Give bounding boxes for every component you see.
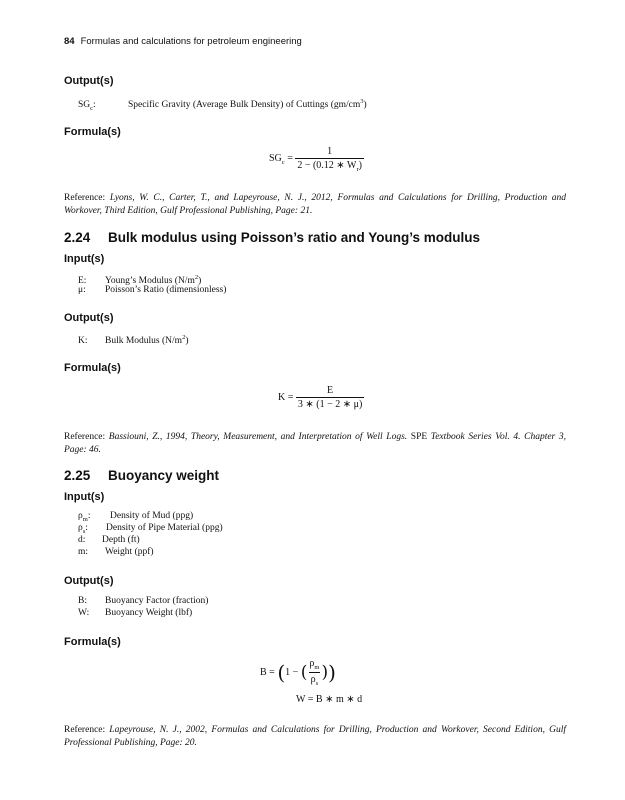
output-item-w: W: Buoyancy Weight (lbf) — [78, 608, 193, 618]
formula-k — [278, 385, 364, 410]
formula-b: B = (1 − ( $\frac{\rho_m}{\rho_s}$ )) — [260, 658, 336, 687]
formula-heading: Formula(s) — [64, 126, 121, 138]
section-heading-2-25 — [64, 468, 219, 483]
paren-open-inner: ( — [300, 662, 308, 683]
input-item-e: E: Young’s Modulus $(N/m^2)$ — [78, 274, 202, 287]
formula-w: W = B ∗ m ∗ d — [296, 694, 363, 705]
fraction — [307, 658, 321, 687]
reference-3: Reference: Lapeyrouse, N. J., 2002, Formulas and Calculations for Drilling, Production and Workover, Second Edition, Gulf Professional Publishing, Page: 20. — [64, 725, 566, 748]
fraction — [295, 146, 364, 173]
reference-citation: Lyons, W. C., Carter, T., and Lapeyrouse, N. J., 2012, Formulas and Calculations for Drilling, Production and Workover, Third Edition, Gulf Professional Publishing, Page: 21. — [64, 193, 566, 216]
var-desc: Specific Gravity (Average Bulk Density) of Cuttings (gm/cm — [128, 100, 361, 111]
paren-open: ( — [277, 660, 286, 685]
formula-lhs: $SG_c$ = — [269, 153, 293, 166]
formula-lhs: B = — [260, 667, 275, 678]
page-number: 84 — [64, 36, 75, 47]
input-heading: Input(s) — [64, 491, 105, 503]
numerator: E — [327, 385, 334, 396]
input-item-rho-m: $\rho_m$: Density of Mud (ppg) — [78, 511, 194, 523]
numerator: 1 — [327, 146, 333, 157]
reference-2: Reference: Bassiouni, Z., 1994, Theory, Measurement, and Interpretation of Well Logs. SPE Textbook Series Vol. 4. Chapter 3, Page: 46. — [64, 432, 567, 455]
formula-heading: Formula(s) — [64, 362, 121, 374]
section-number: 2.24 — [64, 230, 91, 245]
reference-citation: Lapeyrouse, N. J., 2002, Formulas and Calculations for Drilling, Production and Workover, Second Edition, Gulf Professional Publishing, Page: 20. — [64, 725, 566, 748]
input-heading: Input(s) — [64, 253, 105, 265]
output-heading: Output(s) — [64, 312, 114, 324]
formula-sgc — [269, 146, 364, 173]
formula-lhs: K = — [278, 392, 294, 403]
numerator: $\rho_m$ — [309, 658, 320, 671]
input-item-m: m: Weight (ppf) — [78, 547, 154, 557]
formula-heading: Formula(s) — [64, 636, 121, 648]
input-item-rho-s: $\rho_s$: Density of Pipe Material (ppg) — [78, 523, 223, 535]
superscript: 3 — [360, 98, 364, 105]
section-title: Buoyancy weight — [108, 468, 220, 483]
paren-close: ) — [328, 660, 336, 685]
fraction — [296, 385, 364, 410]
paren-close-inner: ) — [321, 662, 329, 683]
output-item-sgc: $SG_c$: Specific Gravity (Average Bulk Density) of Cuttings $(gm/cm^3)$ — [78, 96, 367, 115]
output-heading: Output(s) — [64, 575, 114, 587]
running-header — [64, 36, 302, 47]
denominator: 2 − (0.12 ∗ $W_r$) — [297, 160, 362, 173]
input-item-mu: μ: Poisson’s Ratio (dimensionless) — [78, 285, 227, 295]
denominator: $\rho_s$ — [310, 674, 319, 687]
section-heading-2-24 — [64, 230, 480, 245]
var-symbol: $SG_c$: — [78, 100, 96, 113]
output-item-b: B: Buoyancy Factor (fraction) — [78, 596, 209, 606]
section-number: 2.25 — [64, 468, 91, 483]
reference-1: Reference: Lyons, W. C., Carter, T., and Lapeyrouse, N. J., 2012, Formulas and Calculations for Drilling, Production and Workover, Third Edition, Gulf Professional Publishing, Page: 21. — [64, 193, 566, 216]
output-item-k: K: Bulk Modulus $(N/m^2)$ — [78, 334, 189, 347]
input-item-d: d: Depth (ft) — [78, 535, 140, 545]
denominator: 3 ∗ (1 − 2 ∗ μ) — [297, 399, 363, 410]
output-heading: Output(s) — [64, 75, 114, 87]
section-title: Bulk modulus using Poisson’s ratio and Young’s modulus — [108, 230, 481, 245]
running-title: Formulas and calculations for petroleum engineering — [80, 36, 302, 47]
